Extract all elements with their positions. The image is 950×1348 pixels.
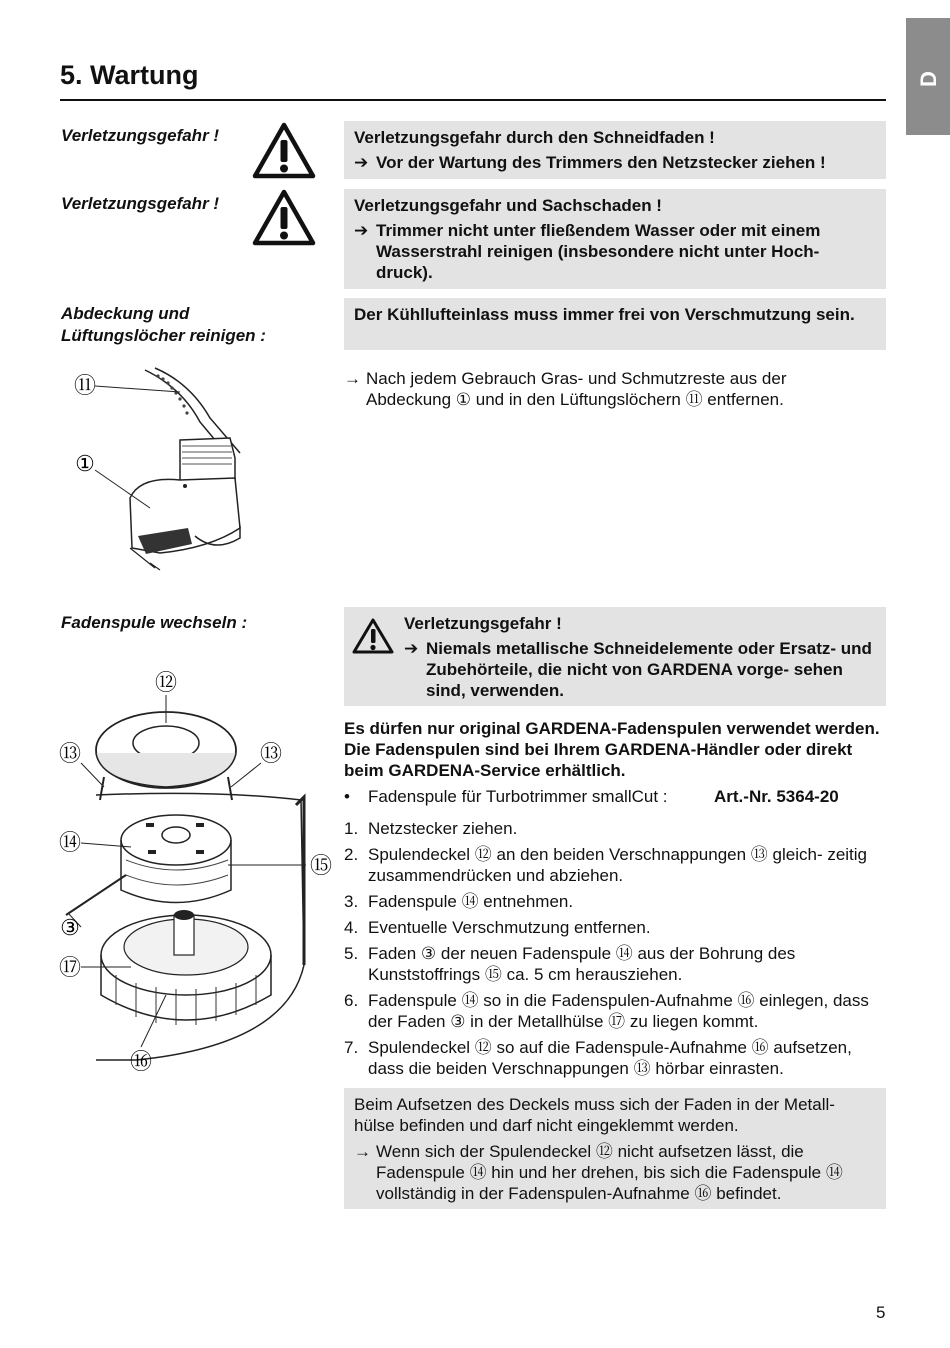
warning-box-cutting-line — [344, 121, 886, 179]
callout-13: ⑬ — [259, 741, 283, 766]
spool-label: Fadenspule wechseln : — [61, 613, 248, 632]
callout-1: ① — [75, 451, 95, 476]
arrow-icon: ➔ — [354, 221, 369, 240]
step-item — [344, 990, 889, 1032]
spool-exploded-figure — [56, 665, 336, 1075]
arrow-icon: → — [354, 1142, 371, 1161]
callout-16: ⑯ — [129, 1049, 153, 1074]
warning-triangle-icon — [252, 188, 316, 246]
warning-label-2: Verletzungsgefahr ! — [61, 194, 220, 213]
instruction-text: Trimmer nicht unter fließendem Wasser oder mit einem Wasserstrahl reinigen (insbesondere nicht unter Hoch- druck). — [376, 221, 821, 282]
step-item — [344, 891, 889, 912]
step-number: 6. — [344, 991, 359, 1010]
warning-box-spare-parts — [344, 607, 886, 706]
instruction-text: Wenn sich der Spulendeckel ⑫ nicht aufsetzen lässt, die Fadenspule ⑭ hin und her drehen, bis sich die Fadenspule ⑭ vollständig in der Fadenspulen-Aufnahme ⑯ befindet. — [376, 1142, 843, 1203]
clean-instruction — [344, 368, 824, 410]
info-box-text: Der Kühllufteinlass muss immer frei von Verschmutzung sein. — [354, 305, 855, 324]
warning-box-heading: Verletzungsgefahr ! — [404, 614, 562, 633]
step-number: 1. — [344, 819, 359, 838]
step-text: Fadenspule ⑭ entnehmen. — [368, 892, 574, 911]
step-number: 7. — [344, 1038, 359, 1057]
step-text: Faden ③ der neuen Fadenspule ⑭ aus der Bohrung des Kunststoffrings ⑮ ca. 5 cm herausziehen. — [368, 944, 796, 984]
article-number: Art.-Nr. 5364-20 — [714, 787, 839, 806]
step-item — [344, 943, 889, 985]
step-number: 3. — [344, 892, 359, 911]
section-title: 5. Wartung — [60, 60, 199, 90]
clean-label-line-2: Lüftungslöcher reinigen : — [61, 326, 266, 345]
trimmer-head-figure — [60, 358, 260, 578]
callout-11: ⑪ — [73, 373, 97, 398]
step-item — [344, 844, 889, 886]
clean-instruction-text: Nach jedem Gebrauch Gras- und Schmutzreste aus der Abdeckung ① und in den Lüftungslöchern ⑪ entfernen. — [366, 369, 787, 409]
info-box-text: Beim Aufsetzen des Deckels muss sich der Faden in der Metall- hülse befinden und darf nicht eingeklemmt werden. — [354, 1095, 835, 1135]
arrow-icon: → — [344, 369, 361, 388]
step-number: 5. — [344, 944, 359, 963]
replacement-steps — [344, 818, 889, 1084]
step-item — [344, 917, 889, 938]
spare-part-bullet — [344, 786, 886, 807]
info-box-instruction — [354, 1141, 876, 1204]
warning-box-water — [344, 189, 886, 289]
instruction-text: Niemals metallische Schneidelemente oder Ersatz- und Zubehörteile, die nicht von GARDENA vorge- sehen sind, verwenden. — [426, 639, 872, 700]
warning-triangle-icon — [252, 121, 316, 179]
instruction-text: Vor der Wartung des Trimmers den Netzstecker ziehen ! — [376, 153, 826, 172]
callout-12: ⑫ — [154, 670, 178, 695]
callout-13: ⑬ — [58, 741, 82, 766]
step-number: 2. — [344, 845, 359, 864]
step-item — [344, 1037, 889, 1079]
warning-label-1: Verletzungsgefahr ! — [61, 126, 220, 145]
spare-part-label: Fadenspule für Turbotrimmer smallCut : — [368, 787, 668, 806]
step-text: Eventuelle Verschmutzung entfernen. — [368, 918, 651, 937]
step-item — [344, 818, 889, 839]
step-text: Spulendeckel ⑫ an den beiden Verschnappungen ⑬ gleich- zeitig zusammendrücken und abziehen. — [368, 845, 868, 885]
callout-17: ⑰ — [58, 955, 82, 980]
callout-15: ⑮ — [309, 853, 333, 878]
step-text: Fadenspule ⑭ so in die Fadenspulen-Aufnahme ⑯ einlegen, dass der Faden ③ in der Metallhülse ⑰ zu liegen kommt. — [368, 991, 869, 1031]
warning-box-heading: Verletzungsgefahr durch den Schneidfaden ! — [354, 128, 715, 147]
page-number: 5 — [876, 1303, 886, 1322]
callout-14: ⑭ — [58, 830, 82, 855]
bullet-icon: • — [344, 787, 350, 806]
warning-box-instruction — [354, 220, 876, 283]
clean-label-line-1: Abdeckung und — [61, 304, 190, 323]
step-number: 4. — [344, 918, 359, 937]
original-parts-note: Es dürfen nur original GARDENA-Fadenspulen verwendet werden. Die Fadenspulen sind bei Ihrem GARDENA-Händler oder direkt beim GARDENA-Service erhältlich. — [344, 719, 880, 780]
info-box-air-intake — [344, 298, 886, 350]
language-tab — [906, 18, 950, 135]
info-box-cover-fitting — [344, 1088, 886, 1209]
warning-triangle-icon — [352, 617, 394, 655]
warning-box-instruction — [404, 638, 876, 701]
clean-label — [61, 303, 266, 347]
arrow-icon: ➔ — [404, 639, 419, 658]
step-text: Spulendeckel ⑫ so auf die Fadenspule-Aufnahme ⑯ aufsetzen, dass die beiden Verschnappungen ⑬ hörbar einrasten. — [368, 1038, 852, 1078]
step-text: Netzstecker ziehen. — [368, 819, 518, 838]
callout-3: ③ — [60, 915, 80, 940]
language-tab-label: D — [916, 71, 941, 87]
arrow-icon: ➔ — [354, 153, 369, 172]
warning-box-heading: Verletzungsgefahr und Sachschaden ! — [354, 196, 662, 215]
warning-box-instruction — [354, 152, 876, 173]
title-rule — [60, 99, 886, 101]
clean-instruction-line — [344, 368, 824, 410]
